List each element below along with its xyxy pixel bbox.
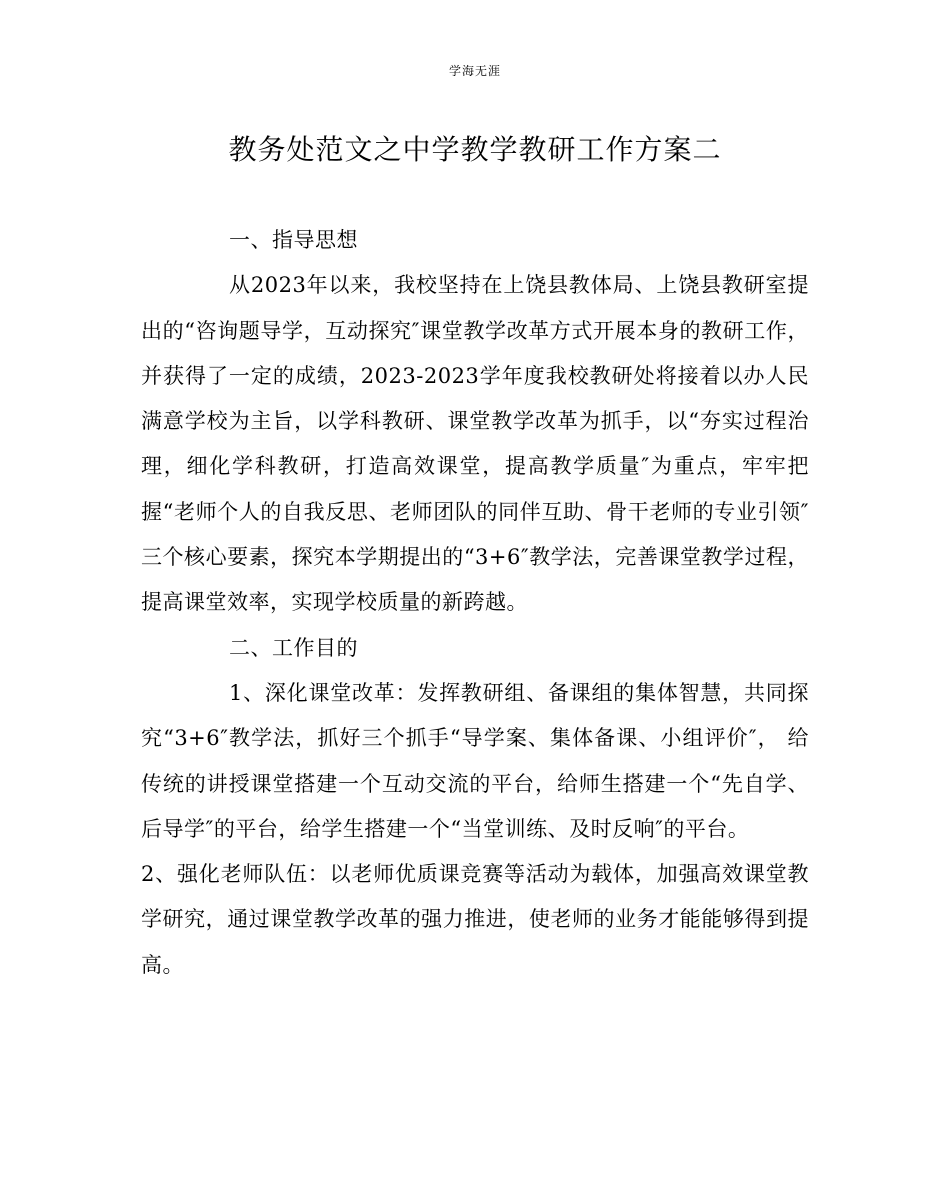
paragraph-guiding-thought: 从2023年以来，我校坚持在上饶县教体局、上饶县教研室提出的“咨询题导学，互动探究″课堂教学改革方式开展本身的教研工作，并获得了一定的成绩，2023-2023学年度我校教研处将接着以办人民满意学校为主旨，以学科教研、课堂教学改革为抓手，以“夯实过程治理，细化学科教研，打造高效课堂，提高教学质量″为重点，牢牢把握“老师个人的自我反思、老师团队的同伴互助、骨干老师的专业引领″三个核心要素，探究本学期提出的“3+6″教学法，完善课堂教学过程，提高课堂效率，实现学校质量的新跨越。: [141, 273, 809, 615]
document-body: [141, 218, 809, 988]
paragraph-goal-1: 1、深化课堂改革：发挥教研组、备课组的集体智慧，共同探究“3+6″教学法，抓好三个抓手“导学案、集体备课、小组评价″， 给传统的讲授课堂搭建一个互动交流的平台，给师生搭建一个“先自学、后导学″的平台，给学生搭建一个“当堂训练、及时反响″的平台。: [141, 680, 809, 841]
section-heading-work-goals: 二、工作目的: [229, 635, 358, 660]
header-note: 学海无涯: [448, 64, 501, 78]
section-heading-guiding-thought: 一、指导思想: [229, 228, 358, 252]
document-title: 教务处范文之中学教学教研工作方案二: [228, 133, 722, 166]
paragraph-goal-2: 2、强化老师队伍：以老师优质课竞赛等活动为载体，加强高效课堂教学研究，通过课堂教学改革的强力推进，使老师的业务才能能够得到提高。: [141, 862, 809, 977]
